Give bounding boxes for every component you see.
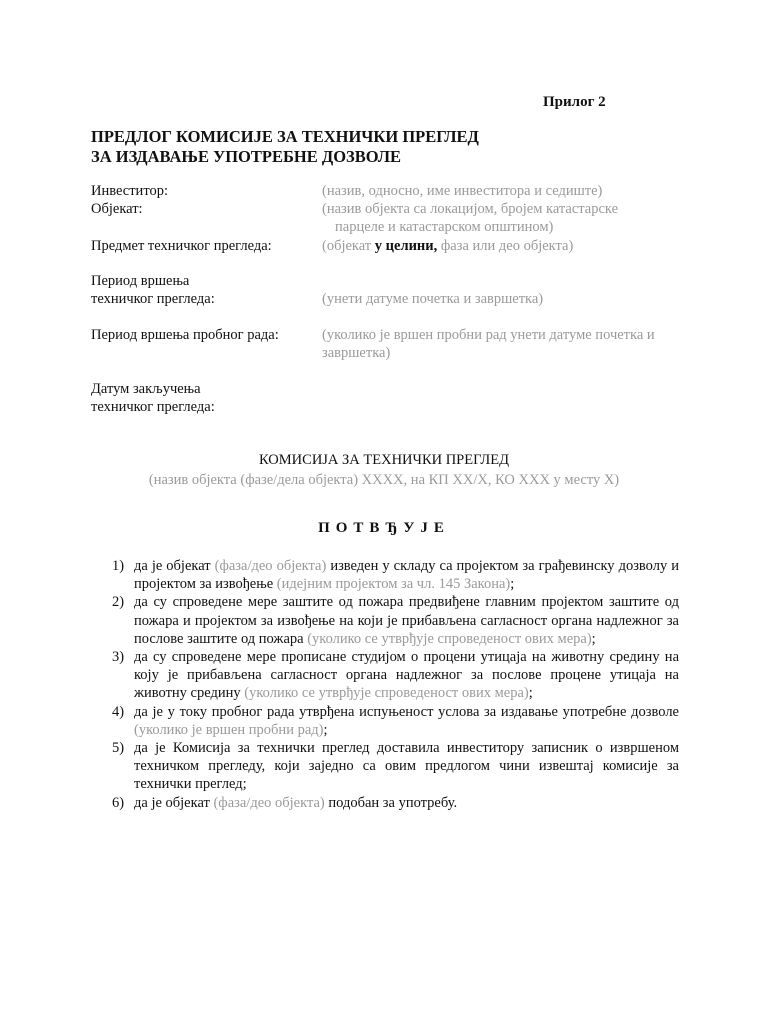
conclusion-label-line-2: техничког прегледа: (91, 399, 215, 415)
list-item-hint: (уколико се утврђује спроведеност ових мера) (244, 685, 529, 702)
trial-hint (322, 326, 682, 362)
conclusion-label (91, 380, 215, 416)
list-item (112, 703, 679, 739)
list-item-text: да је објекат (134, 794, 214, 811)
list-item (112, 794, 679, 812)
confirms-heading: ПОТВЂУЈЕ (318, 520, 450, 536)
object-label: Објекат: (91, 201, 143, 217)
list-item (112, 648, 679, 703)
list-item-hint: (фаза/део објекта) (214, 558, 327, 574)
commission-block (0, 450, 768, 490)
list-item (112, 739, 679, 794)
investor-hint: (назив, односно, име инвеститора и седиште) (322, 183, 603, 199)
trial-hint-line-1: (уколико је вршен пробни рад унети датуме почетка и (322, 327, 655, 343)
object-hint-line-1: (назив објекта са локацијом, бројем катастарске (322, 201, 619, 217)
commission-subheading: (назив објекта (фазе/дела објекта) XXXX, на КП XX/X, КО XXX у месту X) (148, 472, 620, 488)
list-item-text: ; (528, 685, 533, 702)
commission-heading: КОМИСИЈА ЗА ТЕХНИЧКИ ПРЕГЛЕД (259, 452, 509, 468)
conclusion-label-line-1: Датум закључења (91, 381, 201, 397)
period-label-line-2: техничког прегледа: (91, 291, 215, 307)
confirmation-list (112, 557, 679, 812)
list-item-number: 2) (112, 594, 125, 611)
period-label (91, 272, 215, 308)
list-item-text: ; (591, 630, 596, 647)
list-item-number: 1) (112, 558, 125, 574)
title-line-2: ЗА ИЗДАВАЊЕ УПОТРЕБНЕ ДОЗВОЛЕ (91, 147, 402, 166)
list-item-number: 3) (112, 649, 125, 666)
list-item-hint: (уколико је вршен пробни рад) (134, 721, 324, 738)
document-title (91, 127, 479, 167)
list-item-text: да је објекат (134, 558, 215, 574)
period-label-line-1: Период вршења (91, 273, 190, 289)
list-item (112, 557, 679, 593)
list-item (112, 593, 679, 648)
list-item-hint: (идејним пројектом за чл. 145 Закона) (276, 576, 511, 593)
list-item-text: изведен у складу са пројектом за грађевинску дозволу и пројектом за извођење (134, 558, 679, 593)
attachment-label: Прилог 2 (543, 94, 606, 110)
list-item-text: да је Комисија за технички преглед доставила инвеститору записник о извршеном техничком прегледу, који заједно са овим предлогом чини извештај комисије за технички преглед; (134, 740, 679, 793)
list-item-text: ; (510, 576, 515, 593)
list-item-number: 5) (112, 740, 125, 757)
period-hint: (унети датуме почетка и завршетка) (322, 291, 544, 307)
title-line-1: ПРЕДЛОГ КОМИСИЈЕ ЗА ТЕХНИЧКИ ПРЕГЛЕД (91, 127, 479, 146)
subject-hint-bold: у целини, (374, 238, 438, 254)
subject-label: Предмет техничког прегледа: (91, 238, 272, 254)
investor-label: Инвеститор: (91, 183, 168, 199)
list-item-text: подобан за употребу. (324, 794, 458, 811)
subject-hint-pre: (објекат (322, 238, 372, 254)
subject-hint-post: фаза или део објекта) (440, 238, 574, 254)
list-item-text: да су спроведене мере прописане студијом о процени утицаја на животну средину на коју је прибављена сагласност органа надлежног за послове процене утицаја на животну средину (134, 649, 679, 702)
list-item-text: ; (323, 721, 328, 738)
object-hint-line-2: парцеле и катастарском општином) (335, 219, 554, 235)
list-item-hint: (фаза/део објекта) (213, 794, 325, 811)
list-item-number: 6) (112, 794, 125, 811)
list-item-text: да су спроведене мере заштите од пожара предвиђене главним пројектом заштите од пожара и пројектом за извођење на који је прибављена сагласност органа надлежног за послове заштите од пожара (134, 594, 679, 647)
subject-hint (322, 237, 682, 255)
object-hint (322, 200, 682, 236)
list-item-hint: (уколико се утврђује спроведеност ових мера) (307, 630, 592, 647)
trial-hint-line-2: завршетка) (322, 345, 391, 361)
trial-label: Период вршења пробног рада: (91, 327, 279, 343)
list-item-number: 4) (112, 703, 125, 720)
list-item-text: да је у току пробног рада утврђена испуњеност услова за издавање употребне дозволе (134, 703, 679, 720)
